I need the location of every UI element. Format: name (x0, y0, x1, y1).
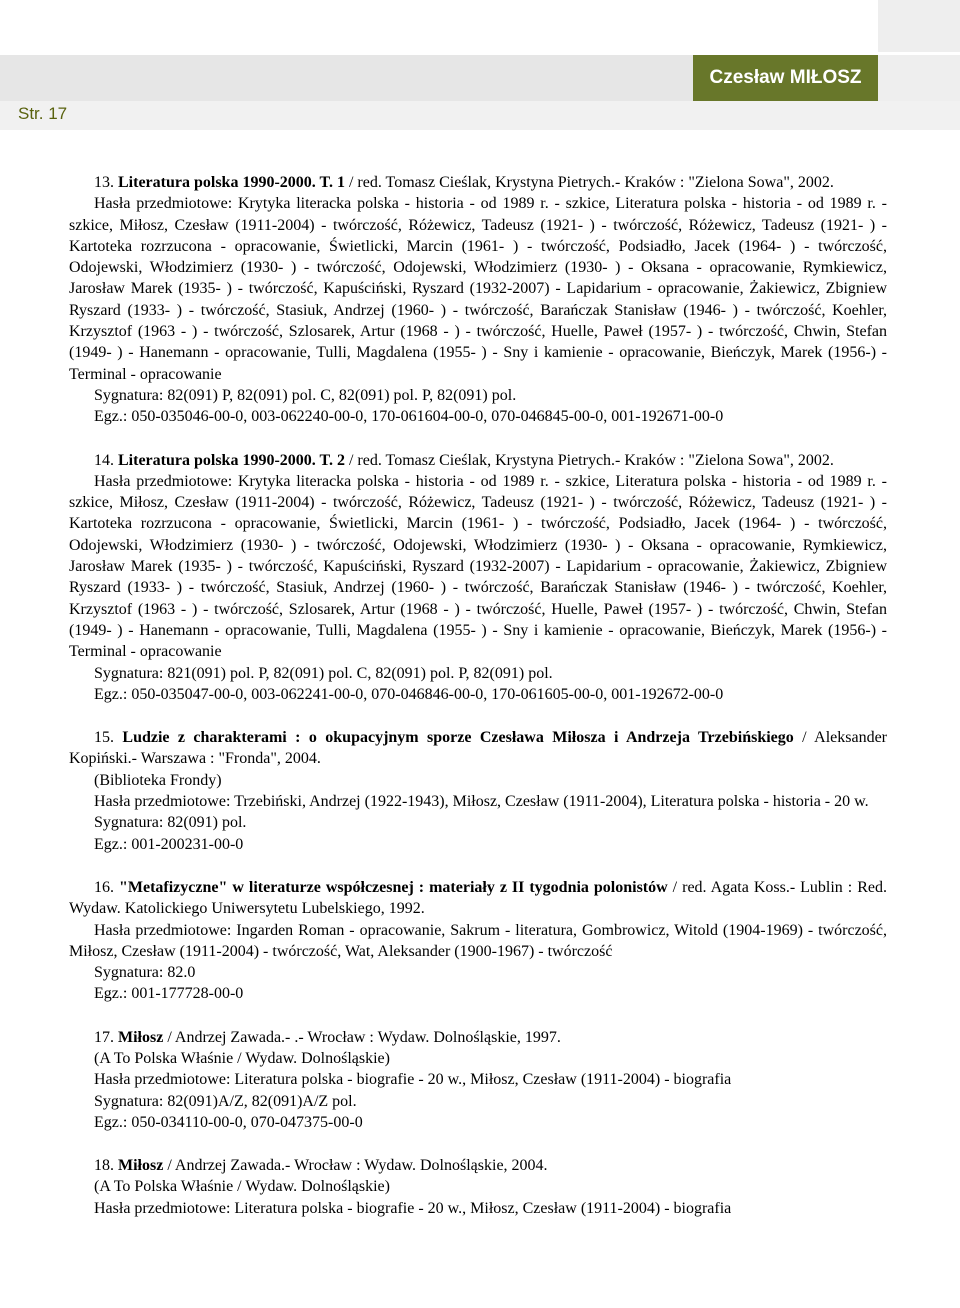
entry-signature: Sygnatura: 82(091)A/Z, 82(091)A/Z pol. (94, 1092, 357, 1110)
entry-signature: Sygnatura: 821(091) pol. P, 82(091) pol. C, 82(091) pol. P, 82(091) pol. (94, 664, 553, 682)
entry-series: (Biblioteka Frondy) (94, 771, 222, 789)
entry-subjects: Hasła przedmiotowe: Literatura polska - biografie - 20 w., Miłosz, Czesław (1911-2004) - biografia (94, 1199, 732, 1217)
header-corner-block-lower (878, 55, 960, 101)
entry-title: "Metafizyczne" w literaturze współczesnej : materiały z II tygodnia polonistów (118, 878, 668, 896)
header-corner-block (878, 0, 960, 52)
entry-title: Ludzie z charakterami : o okupacyjnym sporze Czesława Miłosza i Andrzeja Trzebińskiego (122, 729, 794, 747)
entry-number: 18. (94, 1157, 114, 1175)
bibliography-entry (69, 1155, 887, 1219)
entry-heading (69, 877, 887, 920)
entry-responsibility: / red. Tomasz Cieślak, Krystyna Pietrych.- Kraków : "Zielona Sowa", 2002. (344, 451, 834, 469)
entry-number: 16. (94, 878, 114, 896)
entry-copies: Egz.: 001-177728-00-0 (94, 985, 244, 1003)
bibliography-entry (69, 1027, 887, 1133)
entry-copies: Egz.: 050-035047-00-0, 003-062241-00-0, 070-046846-00-0, 170-061605-00-0, 001-192672-00-0 (94, 685, 724, 703)
entry-heading (69, 450, 887, 471)
entry-responsibility: / Andrzej Zawada.- .- Wrocław : Wydaw. Dolnośląskie, 1997. (163, 1028, 561, 1046)
entry-copies: Egz.: 001-200231-00-0 (94, 835, 244, 853)
entry-number: 14. (94, 451, 114, 469)
bibliography-entry (69, 172, 887, 428)
bibliography-entry (69, 727, 887, 855)
page-number: Str. 17 (18, 104, 68, 123)
entry-heading (69, 172, 887, 193)
entry-heading (69, 727, 887, 770)
page-header (0, 0, 960, 130)
entry-signature: Sygnatura: 82(091) P, 82(091) pol. C, 82(091) pol. P, 82(091) pol. (94, 386, 517, 404)
header-title: Czesław MIŁOSZ (709, 67, 862, 88)
entry-title: Literatura polska 1990-2000. T. 2 (118, 451, 345, 469)
entry-responsibility: / red. Tomasz Cieślak, Krystyna Pietrych.- Kraków : "Zielona Sowa", 2002. (344, 174, 834, 191)
entry-subjects: Hasła przedmiotowe: Ingarden Roman - opracowanie, Sakrum - literatura, Gombrowicz, Witold (1904-1969) - twórczość, Miłosz, Czesław (1911-2004) - twórczość, Wat, Aleksander (1900-1967) - twórczość (69, 921, 887, 960)
entry-title: Miłosz (118, 1157, 164, 1175)
entry-title: Miłosz (118, 1028, 164, 1046)
entry-heading (69, 1155, 887, 1176)
entry-series: (A To Polska Właśnie / Wydaw. Dolnośląskie) (94, 1049, 390, 1067)
entry-responsibility: / Andrzej Zawada.- Wrocław : Wydaw. Dolnośląskie, 2004. (163, 1157, 548, 1175)
entry-subjects: Hasła przedmiotowe: Trzebiński, Andrzej (1922-1943), Miłosz, Czesław (1911-2004), Literatura polska - historia - 20 w. (94, 793, 869, 811)
entry-signature: Sygnatura: 82.0 (94, 964, 196, 982)
bibliography-entry (69, 450, 887, 706)
entry-heading (69, 1027, 887, 1048)
entry-responsibility: / Aleksander Kopiński.- Warszawa : "Fronda", 2004. (69, 729, 887, 768)
entry-number: 13. (94, 174, 114, 191)
entry-signature: Sygnatura: 82(091) pol. (94, 814, 247, 832)
entry-copies: Egz.: 050-035046-00-0, 003-062240-00-0, 170-061604-00-0, 070-046845-00-0, 001-192671-00-0 (94, 408, 724, 426)
entry-title: Literatura polska 1990-2000. T. 1 (118, 174, 345, 191)
bibliography-entry (69, 877, 887, 1005)
entry-number: 15. (94, 729, 114, 747)
entry-subjects: Hasła przedmiotowe: Literatura polska - biografie - 20 w., Miłosz, Czesław (1911-2004) - biografia (94, 1071, 732, 1089)
entry-responsibility: / red. Agata Koss.- Lublin : Red. Wydaw. Katolickiego Uniwersytetu Lubelskiego, 1992. (69, 878, 887, 918)
entry-series: (A To Polska Właśnie / Wydaw. Dolnośląskie) (94, 1178, 390, 1196)
entry-subjects: Hasła przedmiotowe: Krytyka literacka polska - historia - od 1989 r. - szkice, Literatura polska - historia - od 1989 r. - szkice, Miłosz, Czesław (1911-2004) - twórczość, Różewicz, Tadeusz (1921- ) - twórczość, Różewicz, Tadeusz (1921- ) - Kartoteka rozrzucona - opracowanie, Świetlicki, Marcin (1961- ) - twórczość, Podsiadło, Jacek (1964- ) - twórczość, Odojewski, Włodzimierz (1930- ) - twórczość, Odojewski, Włodzimierz (1930- ) - Oksana - opracowanie, Rymkiewicz, Jarosław Marek (1935- ) - twórczość, Kapuściński, Ryszard (1932-2007) - Lapidarium - opracowanie, Żakiewicz, Zbigniew Ryszard (1933- ) - twórczość, Stasiuk, Andrzej (1960- ) - twórczość, Barańczak Stanisław (1946- ) - twórczość, Koehler, Krzysztof (1963 - ) - twórczość, Szlosarek, Artur (1968 - ) - twórczość, Huelle, Paweł (1957- ) - twórczość, Chwin, Stefan (1949- ) - Hanemann - opracowanie, Tulli, Magdalena (1955- ) - Sny i kamienie - opracowanie, Bieńczyk, Marek (1956-) - Terminal - opracowanie (69, 472, 887, 661)
entry-subjects: Hasła przedmiotowe: Krytyka literacka polska - historia - od 1989 r. - szkice, Literatura polska - historia - od 1989 r. - szkice, Miłosz, Czesław (1911-2004) - twórczość, Różewicz, Tadeusz (1921- ) - twórczość, Różewicz, Tadeusz (1921- ) - Kartoteka rozrzucona - opracowanie, Świetlicki, Marcin (1961- ) - twórczość, Podsiadło, Jacek (1964- ) - twórczość, Odojewski, Włodzimierz (1930- ) - twórczość, Odojewski, Włodzimierz (1930- ) - Oksana - opracowanie, Rymkiewicz, Jarosław Marek (1935- ) - twórczość, Kapuściński, Ryszard (1932-2007) - Lapidarium - opracowanie, Żakiewicz, Zbigniew Ryszard (1933- ) - twórczość, Stasiuk, Andrzej (1960- ) - twórczość, Barańczak Stanisław (1946- ) - twórczość, Koehler, Krzysztof (1963 - ) - twórczość, Szlosarek, Artur (1968 - ) - twórczość, Huelle, Paweł (1957- ) - twórczość, Chwin, Stefan (1949- ) - Hanemann - opracowanie, Tulli, Magdalena (1955- ) - Sny i kamienie - opracowanie, Bieńczyk, Marek (1956-) - Terminal - opracowanie (69, 195, 887, 383)
bibliography-list (69, 172, 887, 1241)
entry-number: 17. (94, 1028, 114, 1046)
entry-copies: Egz.: 050-034110-00-0, 070-047375-00-0 (94, 1113, 363, 1131)
